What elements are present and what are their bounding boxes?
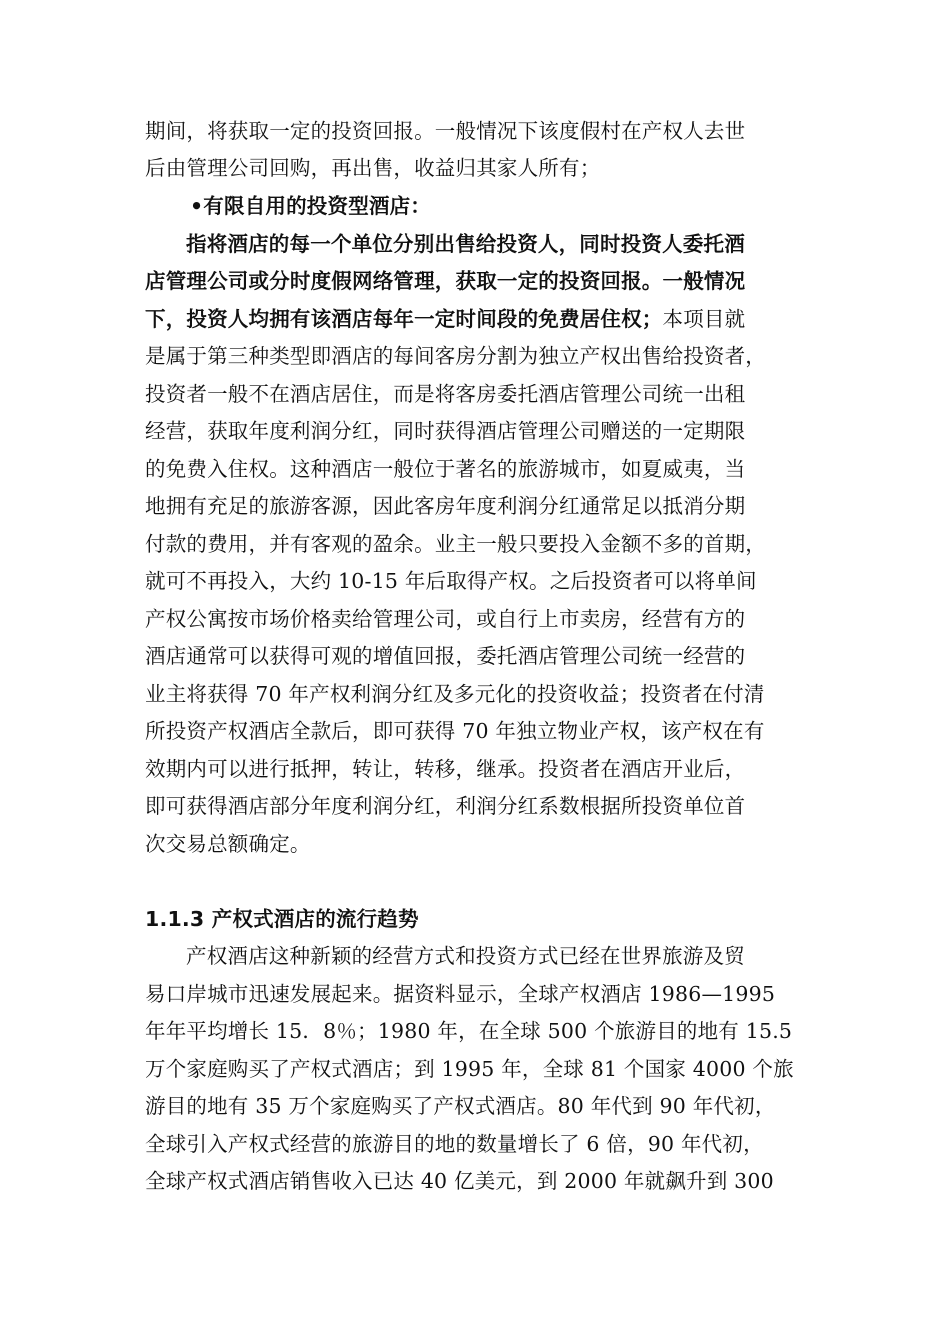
paragraph-line: 即可获得酒店部分年度利润分红，利润分红系数根据所投资单位首 xyxy=(145,794,746,818)
paragraph-line: 酒店通常可以获得可观的增值回报，委托酒店管理公司统一经营的 xyxy=(145,644,746,668)
section-heading: 1.1.3 产权式酒店的流行趋势 xyxy=(145,907,419,931)
paragraph-line: 是属于第三种类型即酒店的每间客房分割为独立产权出售给投资者， xyxy=(145,344,766,368)
paragraph-line: 就可不再投入，大约 10-15 年后取得产权。之后投资者可以将单间 xyxy=(145,569,757,593)
paragraph-line: 经营，获取年度利润分红，同时获得酒店管理公司赠送的一定期限 xyxy=(145,419,746,443)
paragraph-line: 游目的地有 35 万个家庭购买了产权式酒店。80 年代到 90 年代初， xyxy=(145,1094,776,1118)
paragraph-line: 万个家庭购买了产权式酒店；到 1995 年，全球 81 个国家 4000 个旅 xyxy=(145,1057,794,1081)
paragraph-line: 所投资产权酒店全款后，即可获得 70 年独立物业产权，该产权在有 xyxy=(145,719,765,743)
paragraph-line: 业主将获得 70 年产权利润分红及多元化的投资收益；投资者在付清 xyxy=(145,682,765,706)
paragraph-line: 后由管理公司回购，再出售，收益归其家人所有； xyxy=(145,156,601,180)
paragraph-line: 产权公寓按市场价格卖给管理公司，或自行上市卖房，经营有方的 xyxy=(145,607,746,631)
paragraph-line: 付款的费用，并有客观的盈余。业主一般只要投入金额不多的首期， xyxy=(145,532,766,556)
paragraph-line: 产权酒店这种新颖的经营方式和投资方式已经在世界旅游及贸 xyxy=(186,944,745,968)
bold-text: 下，投资人均拥有该酒店每年一定时间段的免费居住权； xyxy=(145,307,663,331)
paragraph-line: 全球引入产权式经营的旅游目的地的数量增长了 6 倍，90 年代初， xyxy=(145,1132,764,1156)
paragraph-line: 全球产权式酒店销售收入已达 40 亿美元，到 2000 年就飙升到 300 xyxy=(145,1169,774,1193)
paragraph-line: 店管理公司或分时度假网络管理，获取一定的投资回报。一般情况 xyxy=(145,269,746,293)
paragraph-line: 次交易总额确定。 xyxy=(145,832,311,856)
paragraph-line: 指将酒店的每一个单位分别出售给投资人，同时投资人委托酒 xyxy=(186,232,745,256)
bullet-heading: •有限自用的投资型酒店： xyxy=(190,194,432,218)
paragraph-line: 效期内可以进行抵押，转让，转移，继承。投资者在酒店开业后， xyxy=(145,757,746,781)
paragraph-line: 投资者一般不在酒店居住，而是将客房委托酒店管理公司统一出租 xyxy=(145,382,746,406)
paragraph-line xyxy=(145,307,745,331)
paragraph-line: 易口岸城市迅速发展起来。据资料显示，全球产权酒店 1986—1995 xyxy=(145,982,776,1006)
normal-text: 本项目就 xyxy=(662,307,746,331)
paragraph-line: 的免费入住权。这种酒店一般位于著名的旅游城市，如夏威夷，当 xyxy=(145,457,746,481)
paragraph-line: 地拥有充足的旅游客源，因此客房年度利润分红通常足以抵消分期 xyxy=(145,494,746,518)
paragraph-line: 期间，将获取一定的投资回报。一般情况下该度假村在产权人去世 xyxy=(145,119,746,143)
paragraph-line: 年年平均增长 15．8％；1980 年，在全球 500 个旅游目的地有 15.5 xyxy=(145,1019,793,1043)
